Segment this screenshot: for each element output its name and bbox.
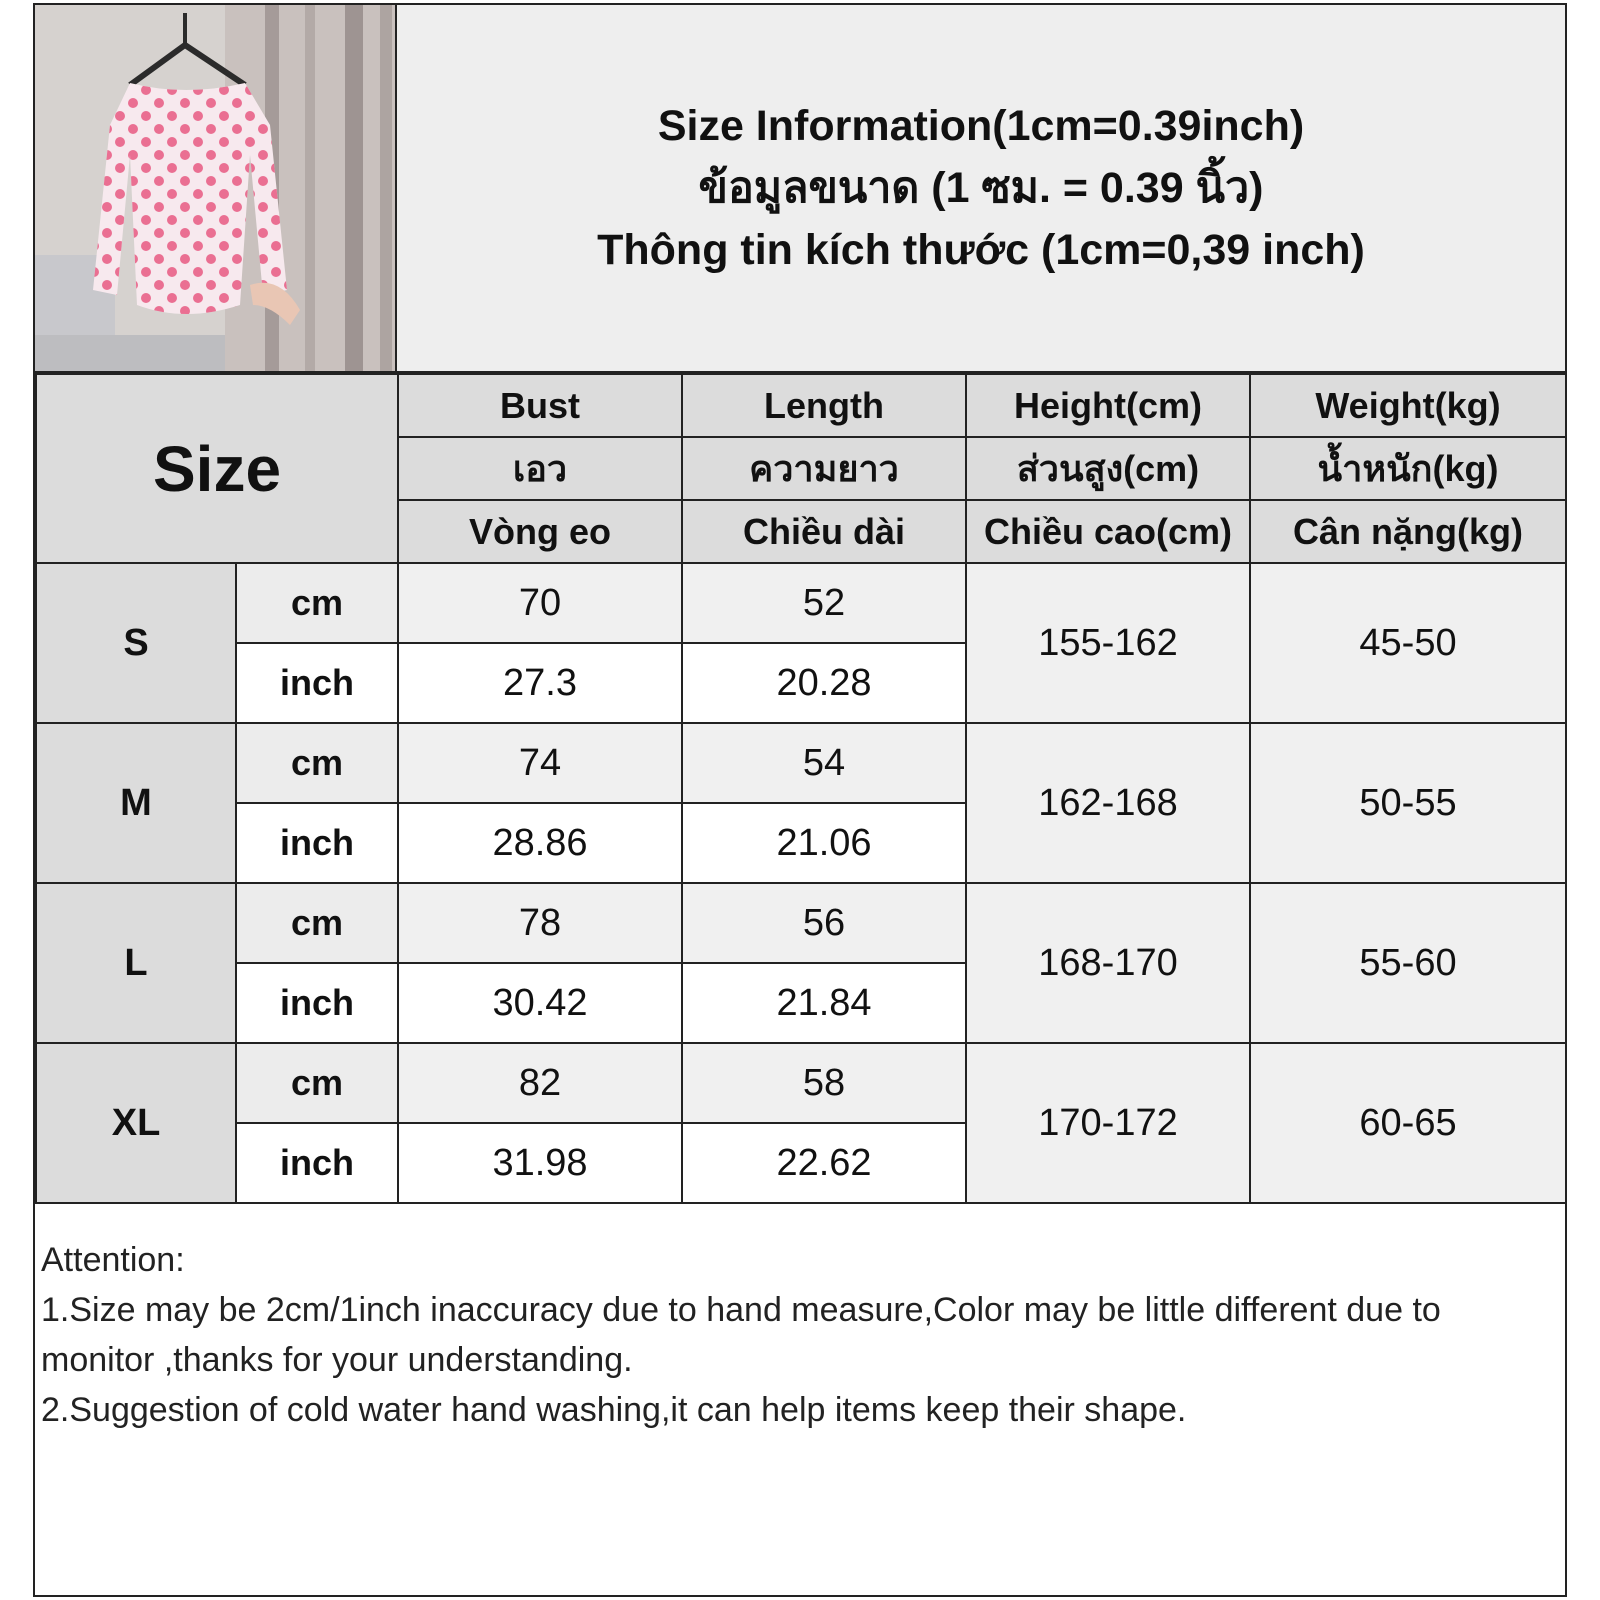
size-chart-sheet bbox=[33, 3, 1567, 1597]
length-inch: 21.84 bbox=[682, 963, 966, 1043]
unit-cm: cm bbox=[236, 563, 398, 643]
pink-polka-dot-top-icon bbox=[35, 5, 397, 371]
height-header-vietnamese: Chiều cao(cm) bbox=[966, 500, 1250, 563]
table-row bbox=[36, 723, 1566, 803]
length-inch: 20.28 bbox=[682, 643, 966, 723]
length-header-vietnamese: Chiều dài bbox=[682, 500, 966, 563]
title-block bbox=[397, 5, 1565, 371]
title-english: Size Information(1cm=0.39inch) bbox=[657, 102, 1305, 150]
size-table bbox=[35, 373, 1567, 1204]
bust-cm: 74 bbox=[398, 723, 682, 803]
bust-inch: 30.42 bbox=[398, 963, 682, 1043]
length-cm: 58 bbox=[682, 1043, 966, 1123]
bust-header-thai: เอว bbox=[398, 437, 682, 500]
bust-inch: 28.86 bbox=[398, 803, 682, 883]
bust-header: Bust bbox=[398, 374, 682, 437]
length-header-thai: ความยาว bbox=[682, 437, 966, 500]
attention-note-2: 2.Suggestion of cold water hand washing,it can help items keep their shape. bbox=[41, 1391, 1187, 1429]
height-header: Height(cm) bbox=[966, 374, 1250, 437]
weight-range: 60-65 bbox=[1250, 1043, 1566, 1203]
unit-cm: cm bbox=[236, 1043, 398, 1123]
unit-inch: inch bbox=[236, 1123, 398, 1203]
weight-range: 50-55 bbox=[1250, 723, 1566, 883]
header-row-english bbox=[36, 374, 1566, 437]
weight-header-thai: น้ำหนัก(kg) bbox=[1250, 437, 1566, 500]
bust-inch: 27.3 bbox=[398, 643, 682, 723]
product-photo bbox=[35, 5, 397, 371]
bust-cm: 82 bbox=[398, 1043, 682, 1123]
weight-header: Weight(kg) bbox=[1250, 374, 1566, 437]
length-cm: 54 bbox=[682, 723, 966, 803]
weight-range: 55-60 bbox=[1250, 883, 1566, 1043]
length-inch: 22.62 bbox=[682, 1123, 966, 1203]
bust-cm: 70 bbox=[398, 563, 682, 643]
bust-inch: 31.98 bbox=[398, 1123, 682, 1203]
attention-heading: Attention: bbox=[41, 1241, 185, 1279]
length-header: Length bbox=[682, 374, 966, 437]
title-vietnamese: Thông tin kích thước (1cm=0,39 inch) bbox=[597, 226, 1365, 274]
weight-range: 45-50 bbox=[1250, 563, 1566, 723]
header bbox=[35, 5, 1565, 373]
height-range: 170-172 bbox=[966, 1043, 1250, 1203]
size-label: XL bbox=[36, 1043, 236, 1203]
attention-notes bbox=[41, 1235, 1559, 1435]
title-thai: ข้อมูลขนาด (1 ซม. = 0.39 นิ้ว) bbox=[698, 164, 1264, 212]
attention-note-1: 1.Size may be 2cm/1inch inaccuracy due to hand measure,Color may be little different due to monitor ,thanks for your understanding. bbox=[41, 1291, 1441, 1379]
bust-header-vietnamese: Vòng eo bbox=[398, 500, 682, 563]
length-cm: 52 bbox=[682, 563, 966, 643]
length-cm: 56 bbox=[682, 883, 966, 963]
size-column-header: Size bbox=[36, 374, 398, 563]
height-header-thai: ส่วนสูง(cm) bbox=[966, 437, 1250, 500]
table-row bbox=[36, 563, 1566, 643]
unit-cm: cm bbox=[236, 723, 398, 803]
unit-inch: inch bbox=[236, 803, 398, 883]
height-range: 155-162 bbox=[966, 563, 1250, 723]
table-row bbox=[36, 1043, 1566, 1123]
size-label: S bbox=[36, 563, 236, 723]
length-inch: 21.06 bbox=[682, 803, 966, 883]
unit-inch: inch bbox=[236, 643, 398, 723]
height-range: 162-168 bbox=[966, 723, 1250, 883]
size-label: M bbox=[36, 723, 236, 883]
unit-inch: inch bbox=[236, 963, 398, 1043]
weight-header-vietnamese: Cân nặng(kg) bbox=[1250, 500, 1566, 563]
height-range: 168-170 bbox=[966, 883, 1250, 1043]
table-row bbox=[36, 883, 1566, 963]
size-label: L bbox=[36, 883, 236, 1043]
unit-cm: cm bbox=[236, 883, 398, 963]
bust-cm: 78 bbox=[398, 883, 682, 963]
